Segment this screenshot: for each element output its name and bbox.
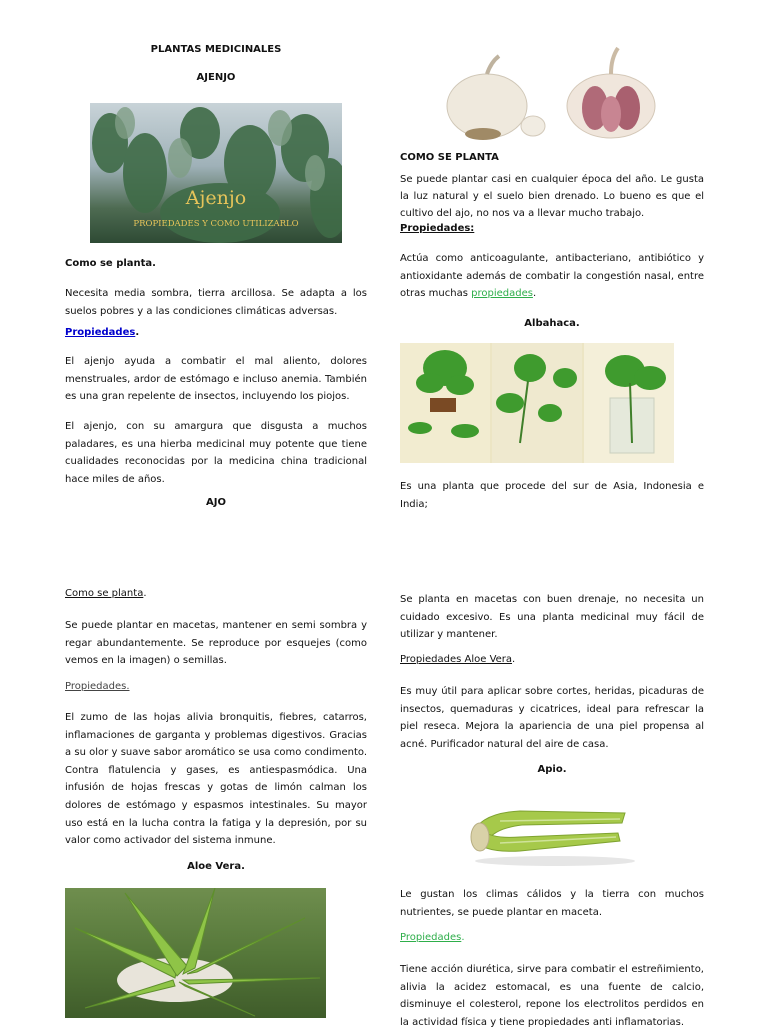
aloe-vera-heading: Aloe Vera. <box>187 861 245 872</box>
ajo-propiedades-paragraph <box>400 250 704 303</box>
ajo-propiedades-heading: Propiedades: <box>400 223 475 234</box>
apio-propiedades-text: Tiene acción diurética, sirve para combatir el estreñimiento, alivia la acidez estomacal, es una fuente de calcio, disminuye el colesterol, repone los electrolitos perdidos en la actividad física y tiene propiedades anti inflamatorias. <box>400 964 704 1028</box>
albahaca-illustration <box>400 343 674 463</box>
aloe-planta-text: Se planta en macetas con buen drenaje, no necesita un cuidado excesivo. Es una planta medicinal muy fácil de utilizar y mantener. <box>400 594 704 641</box>
albahaca-heading: Albahaca. <box>524 318 580 329</box>
apio-heading: Apio. <box>537 764 567 775</box>
ajo-cultivo-text: Se puede plantar casi en cualquier época del año. Le gusta la luz natural y el suelo bien drenado. Lo bueno es que el cultivo del ajo, no nos va a llevar mucho trabajo. <box>400 174 704 219</box>
ajo-propiedades-green-link[interactable]: propiedades <box>471 288 533 300</box>
albahaca-image <box>400 343 674 463</box>
aloe-vera-image <box>65 888 326 1018</box>
ajo-como-link[interactable]: Como se planta <box>65 588 144 599</box>
ajo-propiedades-green-period: . <box>532 288 537 300</box>
garlic-image <box>443 44 660 142</box>
como-se-planta-heading: Como se planta. <box>65 258 156 269</box>
ajenjo-image-subtitle: PROPIEDADES Y COMO UTILIZARLO <box>133 219 299 229</box>
apio-propiedades-link[interactable]: Propiedades <box>400 932 462 943</box>
apio-propiedades-period: . <box>461 932 465 943</box>
apio-planta-text: Le gustan los climas cálidos y la tierra con muchos nutrientes, se puede plantar en maceta. <box>400 889 704 918</box>
aloe-vera-illustration <box>65 888 326 1018</box>
como-se-planta-ajo-heading: COMO SE PLANTA <box>400 152 499 163</box>
ajenjo-propiedades-period: . <box>135 327 140 338</box>
ajo-como-period: . <box>143 588 147 599</box>
ajenjo-image <box>90 103 342 243</box>
ajo-planta-text: Se puede plantar en macetas, mantener en semi sombra y regar abundantemente. Se reproduce por esquejes (como vemos en la imagen) o semillas. <box>65 620 367 667</box>
aloe-propiedades-period: . <box>512 654 516 665</box>
aloe-propiedades-link[interactable]: Propiedades Aloe Vera <box>400 654 513 665</box>
albahaca-text: Es una planta que procede del sur de Asia, Indonesia e India; <box>400 481 704 510</box>
ajo-propiedades-text: El zumo de las hojas alivia bronquitis, fiebres, catarros, inflamaciones de garganta y problemas digestivos. Gracias a su olor y suave sabor aromático se usa como condimento. Contra flatulencia y gases, es antiespasmódica. Una infusión de hojas frescas y gotas de limón calman los dolores de estómago y espasmos intestinales. Su mayor uso está en la lucha contra la fatiga y la depresión, por su valor como activador del sistema inmune. <box>65 712 367 847</box>
ajo-propiedades-link[interactable]: Propiedades. <box>65 681 130 692</box>
ajo-heading: AJO <box>206 497 226 508</box>
ajenjo-image-title: Ajenjo <box>185 187 247 209</box>
apio-image <box>460 795 640 870</box>
ajenjo-paragraph-2: El ajenjo, con su amargura que disgusta a muchos paladares, es una hierba medicinal muy potente que tiene cualidades reconocidas por la medicina china tradicional hace miles de años. <box>65 421 367 485</box>
ajenjo-propiedades-line <box>65 327 367 338</box>
page-title: PLANTAS MEDICINALES <box>150 44 282 55</box>
aloe-propiedades-text: Es muy útil para aplicar sobre cortes, heridas, picaduras de insectos, quemaduras y cicatrices, ideal para refrescar la piel reseca. Mejora la apariencia de una piel propensa al acné. Purificador natural del aire de casa. <box>400 686 704 750</box>
ajenjo-planta-text: Necesita media sombra, tierra arcillosa. Se adapta a los suelos pobres y a las condiciones climáticas adversas. <box>65 288 367 317</box>
ajenjo-paragraph-1: El ajenjo ayuda a combatir el mal aliento, dolores menstruales, ardor de estómago e incluso anemia. También es una gran repelente de insectos, incluyendo los piojos. <box>65 356 367 403</box>
ajenjo-heading: AJENJO <box>196 72 236 83</box>
apio-propiedades-line <box>400 929 704 947</box>
apio-illustration <box>460 795 640 870</box>
aloe-propiedades-line <box>400 651 704 669</box>
garlic-illustration <box>443 44 660 142</box>
ajo-como-line <box>65 585 367 603</box>
ajenjo-propiedades-link[interactable]: Propiedades <box>65 327 136 338</box>
ajo-propiedades-text: Actúa como anticoagulante, antibacteriano, antibiótico y antioxidante además de combatir la congestión nasal, entre otras muchas <box>400 253 704 300</box>
